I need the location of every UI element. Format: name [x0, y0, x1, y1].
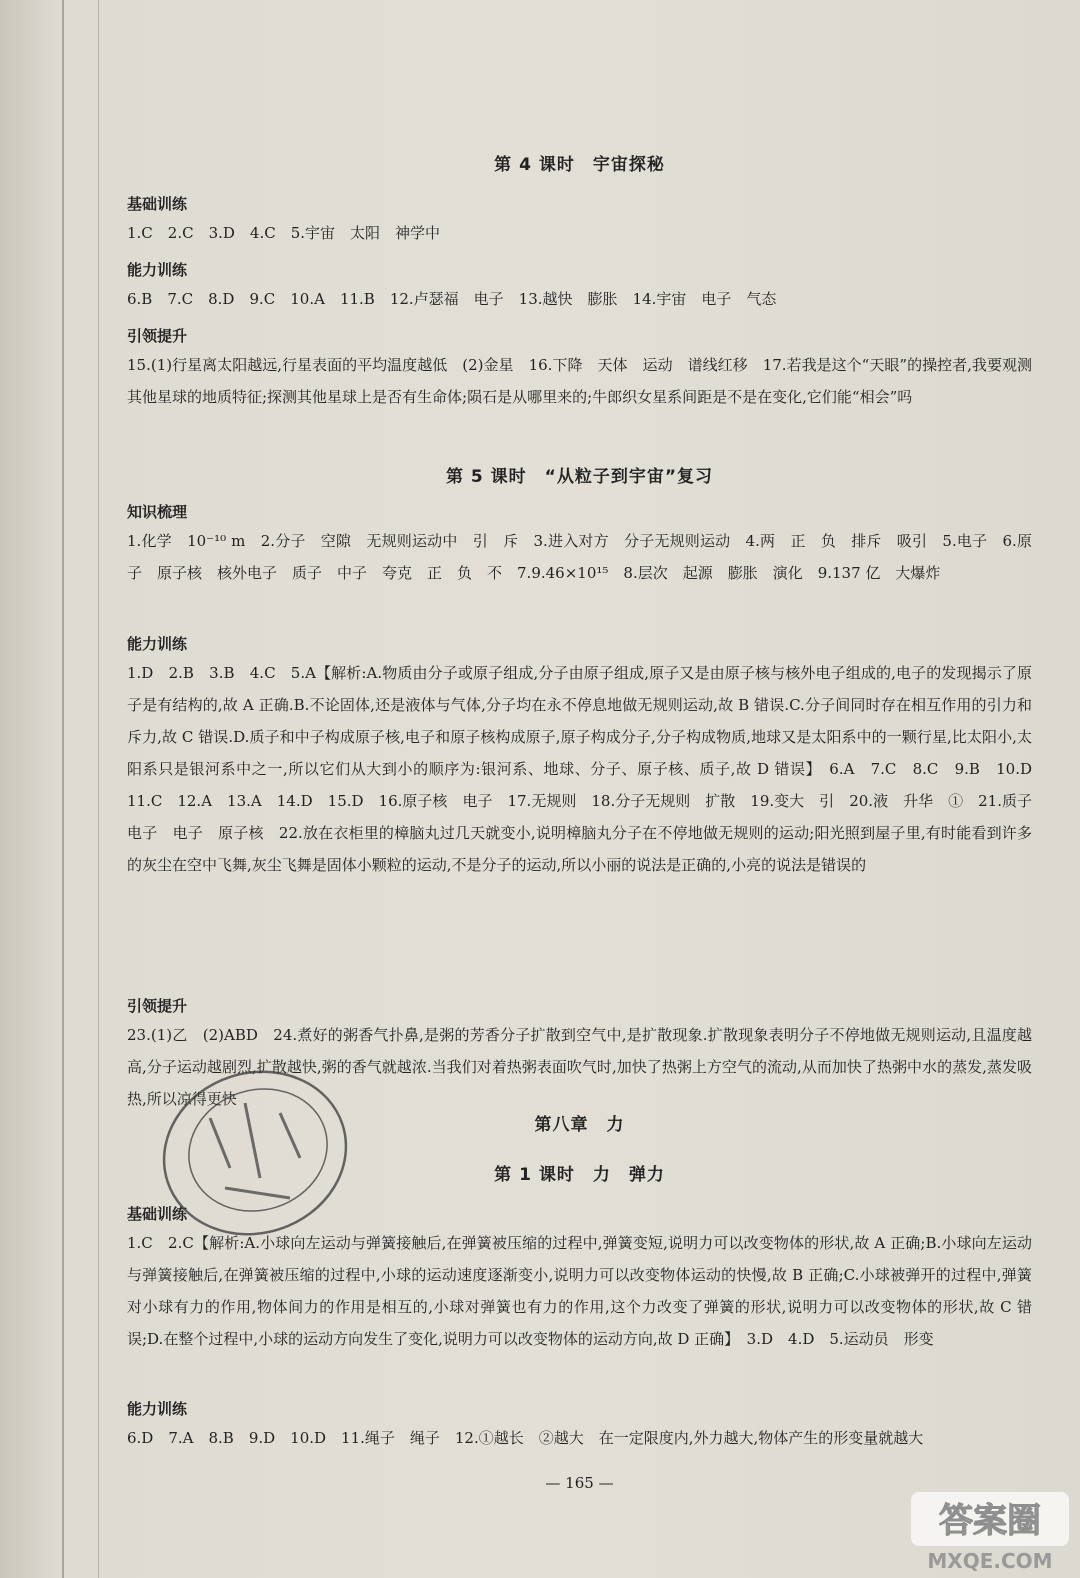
- margin-line: [98, 0, 99, 1578]
- binding-edge-line: [62, 0, 64, 1578]
- lead-improve-answers: 15.(1)行星离太阳越远,行星表面的平均温度越低 (2)金星 16.下降 天体 运动 谱线红移 17.若我是这个“天眼”的操控者,我要观测其他星球的地质特征;探测其他星球上是否有生命体;陨石是从哪里来的;牛郎织女星系间距是不是在变化,它们能“相会”吗: [127, 356, 1032, 406]
- basic-training-answers: 1.C 2.C【解析:A.小球向左运动与弹簧接触后,在弹簧被压缩的过程中,弹簧变短,说明力可以改变物体的形状,故 A 正确;B.小球向左运动与弹簧接触后,在弹簧被压缩的过程中,小球的运动速度逐渐变小,说明力可以改变物体运动的快慢,故 B 正确;C.小球被弹开的过程中,弹簧对小球有力的作用,物体间力的作用是相互的,小球对弹簧也有力的作用,这个力改变了弹簧的形状,说明力可以改变物体的形状,故 C 错误;D.在整个过程中,小球的运动方向发生了变化,说明力可以改变物体的运动方向,故 D 正确】 3.D 4.D 5.运动员 形变: [127, 1234, 1032, 1348]
- watermark-logo: [905, 1488, 1075, 1578]
- ability-training-heading: 能力训练: [127, 1400, 188, 1418]
- lesson-title-4: 第 4 课时 宇宙探秘: [494, 155, 665, 175]
- knowledge-summary-heading: 知识梳理: [127, 503, 188, 521]
- lead-improve-heading: 引领提升: [127, 997, 188, 1015]
- page-number: — 165 —: [545, 1474, 614, 1492]
- ability-training-heading: 能力训练: [127, 635, 188, 653]
- svg-text:MXQE.COM: MXQE.COM: [927, 1549, 1053, 1573]
- ability-training-answers: 6.B 7.C 8.D 9.C 10.A 11.B 12.卢瑟福 电子 13.越快 膨胀 14.宇宙 电子 气态: [127, 290, 777, 308]
- answer-content: [127, 0, 1048, 1578]
- ink-stamp: [150, 1058, 360, 1248]
- chapter-title: 第八章 力: [534, 1115, 625, 1135]
- lesson-title-1: 第 1 课时 力 弹力: [494, 1165, 665, 1185]
- ability-training-answers: 1.D 2.B 3.B 4.C 5.A【解析:A.物质由分子或原子组成,分子由原子组成,原子又是由原子核与核外电子组成的,电子的发现揭示了原子是有结构的,故 A 正确.B.不论固体,还是液体与气体,分子均在永不停息地做无规则运动,故 B 错误.C.分子间同时存在相互作用的引力和斥力,故 C 错误.D.质子和中子构成原子核,电子和原子核构成原子,原子构成分子,分子构成物质,地球又是太阳系中的一颗行星,比太阳小,太阳系只是银河系中之一,所以它们从大到小的顺序为:银河系、地球、分子、原子核、质子,故 D 错误】 6.A 7.C 8.C 9.B 10.D 11.C 12.A 13.A 14.D 15.D 16.原子核 电子 17.无规则 18.分子无规则 扩散 19.变大 引 20.液 升华 ① 21.质子 电子 电子 原子核 22.放在衣柜里的樟脑丸过几天就变小,说明樟脑丸分子在不停地做无规则的运动;阳光照到屋子里,有时能看到许多的灰尘在空中飞舞,灰尘飞舞是固体小颗粒的运动,不是分子的运动,所以小丽的说法是正确的,小亮的说法是错误的: [127, 664, 1048, 874]
- lead-improve-heading: 引领提升: [127, 327, 188, 345]
- ability-training-answers: 6.D 7.A 8.B 9.D 10.D 11.绳子 绳子 12.①越长 ②越大 在一定限度内,外力越大,物体产生的形变量就越大: [127, 1429, 924, 1447]
- basic-training-heading: 基础训练: [127, 195, 188, 213]
- basic-training-answers: 1.C 2.C 3.D 4.C 5.宇宙 太阳 神学中: [127, 224, 441, 242]
- lesson-title-5: 第 5 课时 “从粒子到宇宙”复习: [445, 467, 713, 487]
- lead-improve-answers: 23.(1)乙 (2)ABD 24.煮好的粥香气扑鼻,是粥的芳香分子扩散到空气中,是扩散现象.扩散现象表明分子不停地做无规则运动,且温度越高,分子运动越剧烈,扩散越快,粥的香气就越浓.当我们对着热粥表面吹气时,加快了热粥上方空气的流动,从而加快了热粥中水的蒸发,蒸发吸热,所以凉得更快: [127, 1026, 1032, 1108]
- basic-training-heading: 基础训练: [127, 1205, 188, 1223]
- ability-training-heading: 能力训练: [127, 261, 188, 279]
- knowledge-summary-answers: 1.化学 10⁻¹⁰ m 2.分子 空隙 无规则运动中 引 斥 3.进入对方 分子无规则运动 4.两 正 负 排斥 吸引 5.电子 6.原子 原子核 核外电子 质子 中子 夸克 正 负 不 7.9.46×10¹⁵ 8.层次 起源 膨胀 演化 9.137 亿 大爆炸: [127, 532, 1032, 582]
- svg-text:答案圈: 答案圈: [939, 1501, 1041, 1541]
